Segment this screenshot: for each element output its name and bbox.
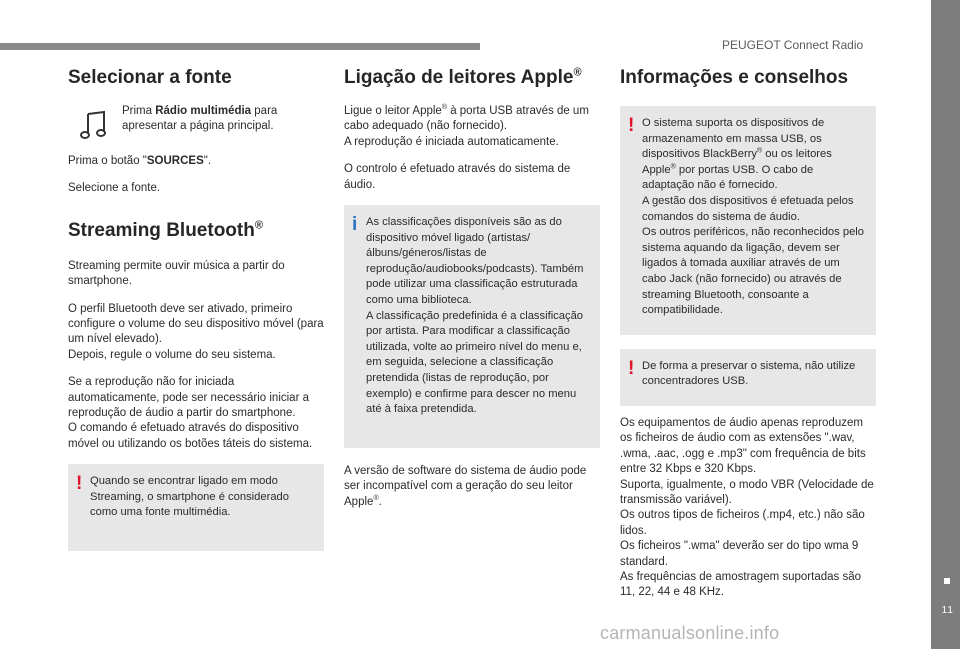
side-strip — [931, 0, 960, 649]
streaming-warning-box — [68, 464, 324, 551]
music-note-icon — [68, 108, 116, 142]
hub-warning-text: De forma a preservar o sistema, não utilize concentradores USB. — [642, 359, 856, 388]
bt-paragraph-1: Streaming permite ouvir música a partir do smartphone. — [68, 259, 285, 288]
heading-select-source: Selecionar a fonte — [68, 67, 232, 88]
warning-icon: ! — [76, 473, 83, 495]
usb-warning-text-3: Os outros periféricos, não reconhecidos pelo sistema aquando da ligação, devem ser ligados à tomada auxiliar através de um cabo Jack (não fornecido) ou através de streaming Bluetooth, consoante a compatibilidade. — [642, 226, 865, 317]
sources-instruction: Prima o botão "SOURCES". — [68, 155, 212, 167]
hub-warning-box — [620, 349, 876, 406]
apple-paragraph-2: O controlo é efetuado através do sistema de áudio. — [344, 163, 571, 191]
column-2 — [344, 66, 600, 510]
apple-paragraph-3: A versão de software do sistema de áudio pode ser incompatível com a geração do seu leitor Apple®. — [344, 464, 587, 508]
heading-bluetooth: Streaming Bluetooth® — [68, 219, 263, 241]
heading-apple: Ligação de leitores Apple® — [344, 66, 582, 88]
page-number: 11 — [941, 605, 954, 616]
end-marker — [944, 578, 950, 584]
info-icon: i — [352, 214, 358, 236]
column-3 — [620, 66, 876, 601]
info-text-1: As classificações disponíveis são as do dispositivo móvel ligado (artistas/álbuns/géneros/listas de reprodução/audiobooks/podcasts). Também pode utilizar uma classificação estruturada como uma biblioteca. — [366, 216, 584, 306]
bt-paragraph-2: O perfil Bluetooth deve ser ativado, primeiro configure o volume do seu dispositivo móvel (para um nível elevado). Depois, regule o volume do seu sistema. — [68, 302, 324, 361]
classification-info-box — [344, 205, 600, 448]
usb-warning-text-1: O sistema suporta os dispositivos de armazenamento em massa USB, os dispositivos BlackBerry® ou os leitores Apple® por portas USB. O cabo de adaptação não é fornecido. — [642, 117, 832, 192]
manual-title: PEUGEOT Connect Radio — [722, 38, 864, 52]
info-text-2: A classificação predefinida é a classificação por artista. Para modificar a classificação utilizada, volte ao primeiro nível do menu e, em seguida, selecione a classificação pretendida (listas de reprodução, por exemplo) e confirme para descer no menu até à faixa pretendida. — [366, 309, 584, 416]
heading-info: Informações e conselhos — [620, 67, 849, 88]
apple-paragraph-1: Ligue o leitor Apple® à porta USB através de um cabo adequado (não fornecido). A reprodução é iniciada automaticamente. — [344, 104, 589, 148]
watermark: carmanualsonline.info — [600, 623, 780, 643]
header-rule — [0, 43, 480, 50]
usb-warning-box — [620, 106, 876, 335]
audio-formats-text: Os equipamentos de áudio apenas reproduzem os ficheiros de áudio com as extensões ".wav, .wma, .aac, .ogg e .mp3" com frequência de bits entre 32 Kbps e 320 Kbps. Suporta, igualmente, o modo VBR (Velocidade de transmissão variável). Os outros tipos de ficheiros (.mp4, etc.) não são lidos. Os ficheiros ".wma" deverão ser do tipo wma 9 standard. As frequências de amostragem suportadas são 11, 22, 44 e 48 KHz. — [620, 416, 874, 599]
bt-paragraph-3: Se a reprodução não for iniciada automaticamente, pode ser necessário iniciar a reprodução de áudio a partir do smartphone. O comando é efetuado através do dispositivo móvel ou utilizando os botões táteis do sistema. — [68, 376, 313, 450]
select-source-text: Selecione a fonte. — [68, 182, 161, 195]
streaming-warning-text: Quando se encontrar ligado em modo Streaming, o smartphone é considerado como uma fonte multimédia. — [90, 475, 290, 519]
warning-icon: ! — [628, 115, 635, 136]
press-radio-row — [68, 104, 324, 142]
column-1 — [68, 66, 324, 551]
press-radio-text: Prima Rádio multimédia para apresentar a página principal. — [122, 105, 278, 133]
warning-icon: ! — [628, 357, 635, 379]
usb-warning-text-2: A gestão dos dispositivos é efetuada pelos comandos do sistema de áudio. — [642, 194, 854, 223]
